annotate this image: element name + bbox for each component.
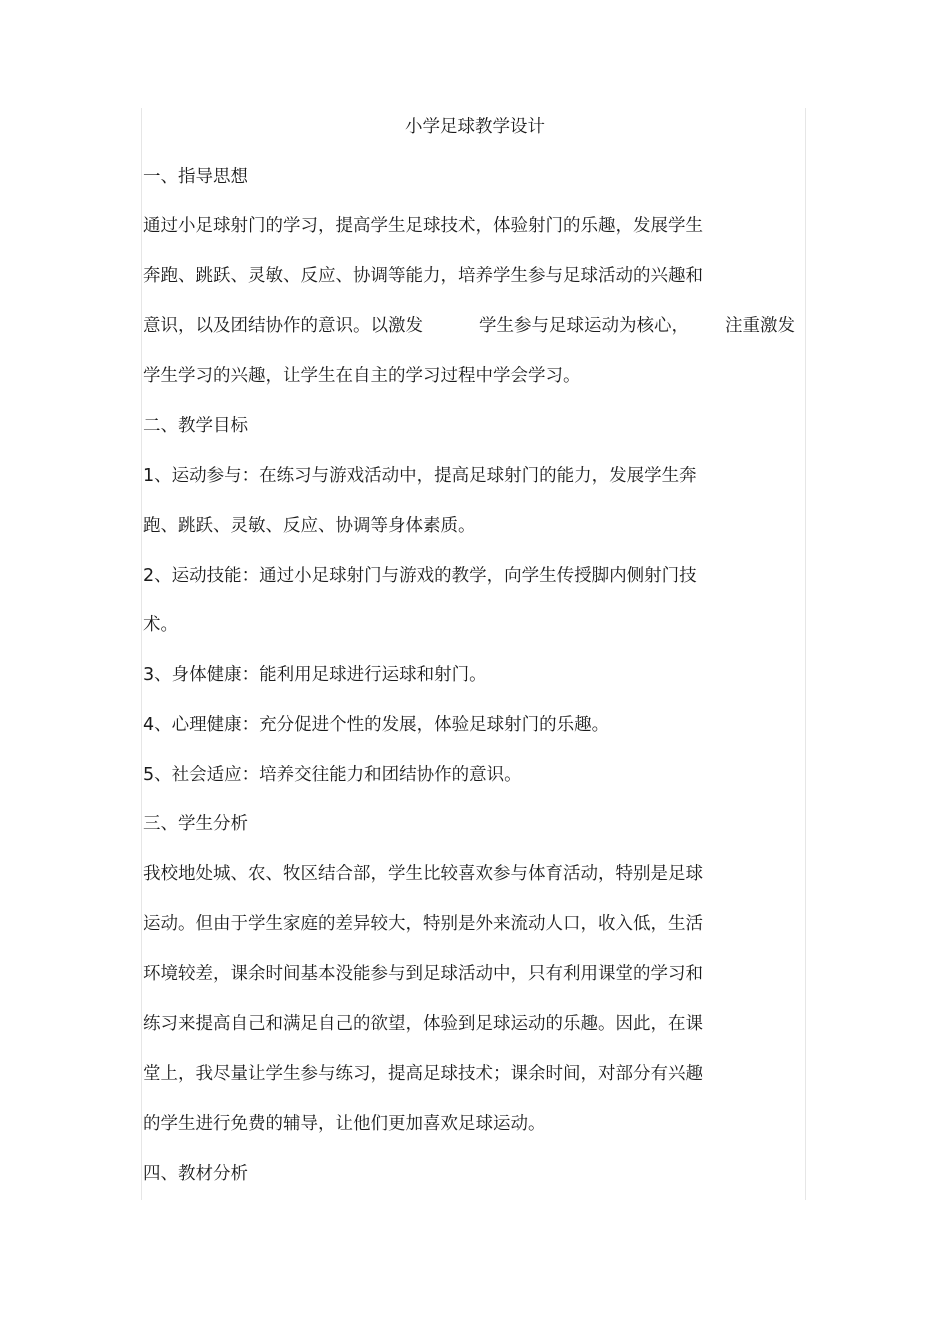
paragraph-segment: 注重激发 xyxy=(725,316,795,336)
paragraph-line: 的学生进行免费的辅导，让他们更加喜欢足球运动。 xyxy=(143,1114,546,1134)
paragraph-line: 通过小足球射门的学习，提高学生足球技术，体验射门的乐趣，发展学生 xyxy=(143,216,703,236)
list-item: 4、心理健康：充分促进个性的发展，体验足球射门的乐趣。 xyxy=(143,715,610,735)
list-item: 1、运动参与：在练习与游戏活动中，提高足球射门的能力，发展学生奔 xyxy=(143,466,697,486)
list-item: 5、社会适应：培养交往能力和团结协作的意识。 xyxy=(143,765,522,785)
document-title: 小学足球教学设计 xyxy=(405,117,545,137)
left-margin-rule xyxy=(141,108,142,1200)
heading-student-analysis: 三、学生分析 xyxy=(143,814,248,834)
heading-teaching-goals: 二、教学目标 xyxy=(143,416,248,436)
paragraph-line: 学生学习的兴趣，让学生在自主的学习过程中学会学习。 xyxy=(143,366,581,386)
list-item-continuation: 跑、跳跃、灵敏、反应、协调等身体素质。 xyxy=(143,516,476,536)
right-margin-rule xyxy=(805,108,806,1200)
paragraph-line: 我校地处城、农、牧区结合部，学生比较喜欢参与体育活动，特别是足球 xyxy=(143,864,703,884)
heading-guiding-ideology: 一、指导思想 xyxy=(143,167,248,187)
paragraph-segment: 意识，以及团结协作的意识。以激发 xyxy=(143,316,423,336)
list-item-continuation: 术。 xyxy=(143,615,178,635)
list-item: 3、身体健康：能利用足球进行运球和射门。 xyxy=(143,665,487,685)
paragraph-line: 运动。但由于学生家庭的差异较大，特别是外来流动人口，收入低，生活 xyxy=(143,914,703,934)
paragraph-segment: 学生参与足球运动为核心， xyxy=(479,316,689,336)
paragraph-line: 堂上，我尽量让学生参与练习，提高足球技术；课余时间，对部分有兴趣 xyxy=(143,1064,703,1084)
paragraph-line xyxy=(143,314,795,338)
list-item: 2、运动技能：通过小足球射门与游戏的教学，向学生传授脚内侧射门技 xyxy=(143,566,697,586)
paragraph-line: 奔跑、跳跃、灵敏、反应、协调等能力，培养学生参与足球活动的兴趣和 xyxy=(143,266,703,286)
paragraph-line: 环境较差，课余时间基本没能参与到足球活动中，只有利用课堂的学习和 xyxy=(143,964,703,984)
paragraph-line: 练习来提高自己和满足自己的欲望，体验到足球运动的乐趣。因此，在课 xyxy=(143,1014,703,1034)
heading-material-analysis: 四、教材分析 xyxy=(143,1164,248,1184)
